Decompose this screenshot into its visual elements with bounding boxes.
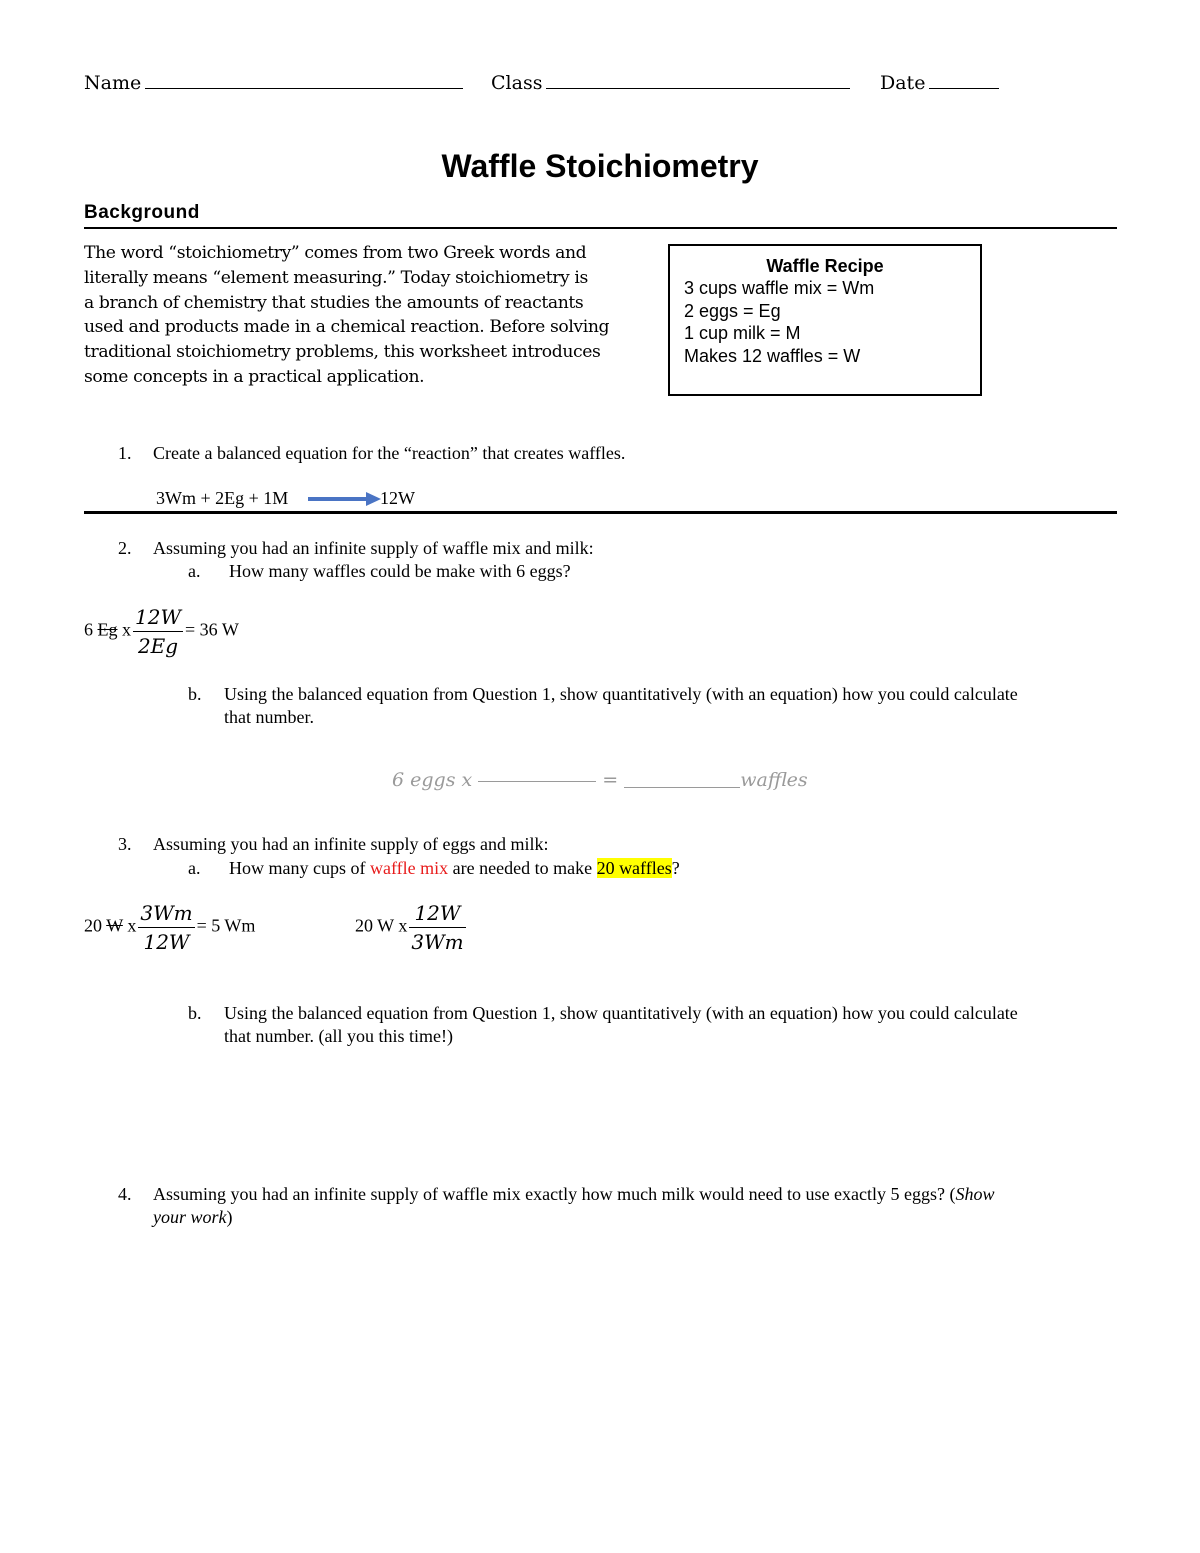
q2a-work-prefix: 6 — [84, 619, 93, 640]
class-label: Class — [491, 72, 543, 94]
reaction-arrow-icon — [306, 490, 382, 508]
q2a-work-struck-unit: Eg — [97, 619, 118, 640]
q2a-result: = 36 W — [185, 619, 239, 640]
q3a-work2-denominator: 3Wm — [411, 930, 464, 954]
q3a-work1-numerator: 3Wm — [138, 900, 194, 928]
q1-text: Create a balanced equation for the “reaction” that creates waffles. — [153, 443, 626, 463]
background-line: literally means “element measuring.” Today stoichiometry is — [84, 267, 588, 288]
recipe-item: 1 cup milk = M — [684, 323, 801, 343]
class-field[interactable] — [491, 72, 850, 94]
background-line: a branch of chemistry that studies the amounts of reactants — [84, 292, 584, 313]
date-blank[interactable] — [929, 72, 999, 89]
q2a-denominator: 2Eg — [137, 634, 179, 658]
background-line: The word “stoichiometry” comes from two Greek words and — [84, 243, 587, 263]
recipe-item: 3 cups waffle mix = Wm — [684, 278, 875, 298]
q2b-template-equals: = — [602, 769, 619, 791]
q2-text: Assuming you had an infinite supply of waffle mix and milk: — [153, 538, 594, 558]
q4-number: 4. — [118, 1184, 132, 1204]
section-heading-background: Background — [84, 202, 200, 223]
q3a-work2-prefix: 20 W x — [355, 915, 408, 936]
q1-equation-right: 12W — [380, 488, 415, 508]
q3a-work2-numerator: 12W — [409, 900, 465, 928]
background-line: traditional stoichiometry problems, this worksheet introduces — [84, 342, 601, 363]
background-line: used and products made in a chemical reaction. Before solving — [84, 317, 610, 338]
name-blank[interactable] — [145, 72, 463, 89]
q3a-work1-denominator: 12W — [143, 930, 190, 954]
q2b-template-fraction-line[interactable] — [478, 781, 596, 782]
q4-line2-end: ) — [226, 1207, 233, 1227]
q4-line2 — [153, 1207, 233, 1228]
recipe-item: Makes 12 waffles = W — [684, 345, 861, 366]
q2a-work-times: x — [122, 619, 131, 640]
q3-text: Assuming you had an infinite supply of eggs and milk: — [153, 834, 549, 854]
q3a-text-red: waffle mix — [369, 858, 449, 878]
q3a-text — [229, 858, 680, 879]
q2b-template-left: 6 eggs x — [392, 769, 473, 791]
q3a-label: a. — [188, 858, 201, 878]
q3a-text-part3: ? — [671, 858, 680, 878]
page-title: Waffle Stoichiometry — [441, 148, 759, 184]
q2b-label: b. — [188, 684, 202, 704]
q2-number: 2. — [118, 538, 132, 558]
background-paragraph — [84, 241, 644, 390]
q2b-line2: that number. — [224, 707, 314, 727]
background-line: some concepts in a practical application. — [84, 366, 425, 387]
q2a-numerator: 12W — [133, 604, 183, 632]
recipe-item: 2 eggs = Eg — [684, 300, 781, 321]
q2b-line1: Using the balanced equation from Question 1, show quantitatively (with an equation) how you could calculate — [224, 684, 1018, 704]
q2b-template-answer-blank[interactable] — [624, 787, 740, 788]
q3a-work2-fraction — [409, 900, 465, 955]
q3a-work1-prefix: 20 — [84, 915, 102, 936]
q2a-fraction — [133, 604, 183, 659]
q3a-work1-result: = 5 Wm — [196, 915, 256, 936]
q4-line1 — [153, 1184, 995, 1205]
class-blank[interactable] — [546, 72, 850, 89]
q3a-work2 — [355, 900, 468, 955]
q2a-label: a. — [188, 561, 201, 581]
q2a-work — [84, 604, 239, 659]
q4-line2-italic: your work — [153, 1207, 227, 1227]
q2b-template — [392, 769, 808, 791]
q4-line1-text: Assuming you had an infinite supply of waffle mix exactly how much milk would need to use exactly 5 eggs? ( — [153, 1184, 956, 1204]
q3a-work1-struck-unit: W — [106, 915, 123, 936]
q1-equation-left: 3Wm + 2Eg + 1M — [156, 488, 289, 508]
q3a-text-highlight: 20 waffles — [596, 858, 672, 878]
name-label: Name — [84, 72, 142, 94]
q3a-work1 — [84, 900, 255, 955]
date-field[interactable] — [880, 72, 999, 94]
q3a-text-part2: are needed to make — [448, 858, 597, 878]
q1-number: 1. — [118, 443, 132, 463]
q4-line1-italic: Show — [955, 1184, 995, 1204]
q3a-work1-times: x — [127, 915, 137, 936]
q2b-template-right: waffles — [740, 769, 808, 791]
q3b-label: b. — [188, 1003, 202, 1023]
recipe-box — [668, 244, 982, 396]
q3a-text-part1: How many cups of — [229, 858, 370, 878]
section-divider — [84, 227, 1117, 229]
date-label: Date — [880, 72, 926, 94]
name-field[interactable] — [84, 72, 463, 94]
recipe-title: Waffle Recipe — [766, 256, 884, 276]
q3b-line1: Using the balanced equation from Question 1, show quantitatively (with an equation) how you could calculate — [224, 1003, 1018, 1023]
q3-number: 3. — [118, 834, 132, 854]
q3a-work1-fraction — [138, 900, 194, 955]
q3b-line2: that number. (all you this time!) — [224, 1026, 453, 1046]
thick-divider — [84, 511, 1117, 514]
q2a-text: How many waffles could be make with 6 eggs? — [229, 561, 571, 581]
